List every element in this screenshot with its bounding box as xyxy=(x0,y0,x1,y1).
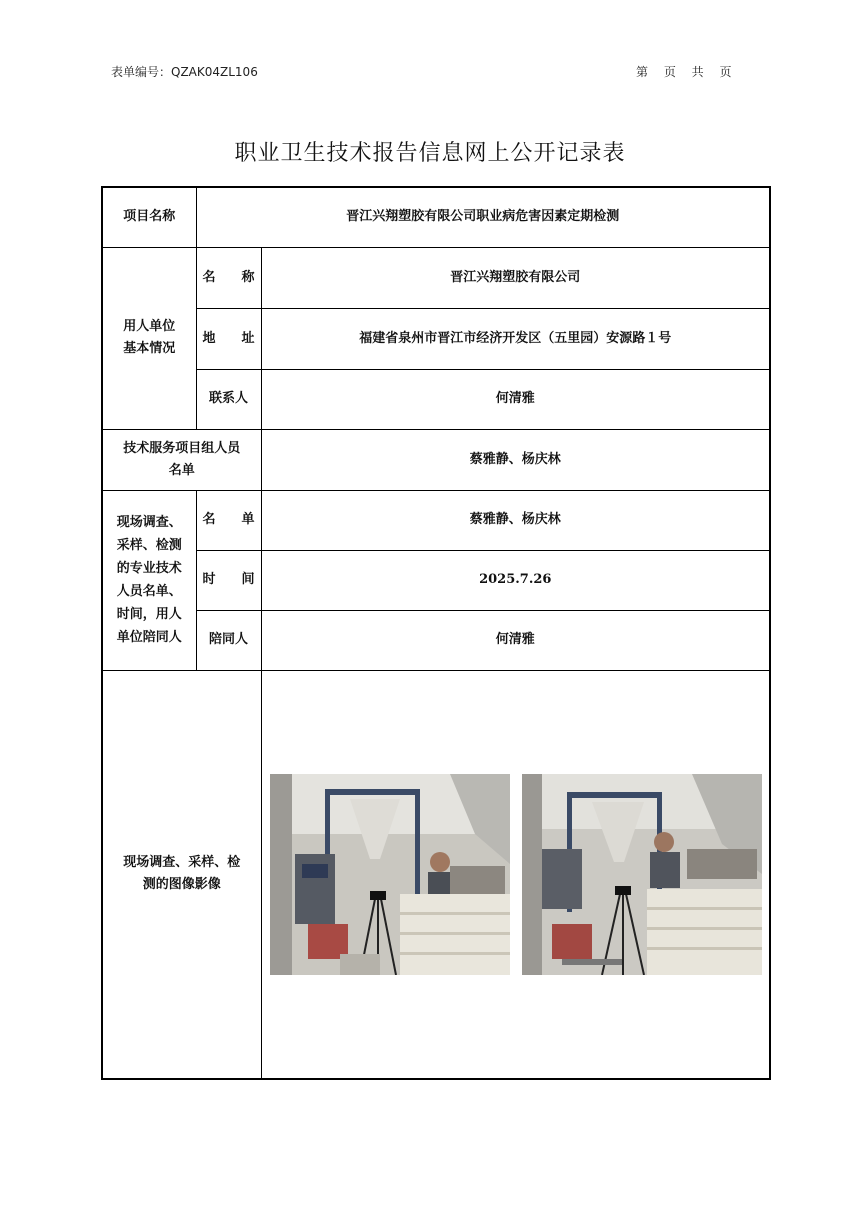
team-label-line2: 名单 xyxy=(168,462,195,478)
employer-address-label xyxy=(196,308,261,369)
images-label-line1: 现场调查、采样、检 xyxy=(123,855,241,871)
page-info: 第 页 共 页 xyxy=(636,65,732,79)
survey-names-label-char2: 单 xyxy=(241,512,255,527)
survey-time-label-char2: 间 xyxy=(241,572,255,587)
team-label-line1: 技术服务项目组人员 xyxy=(123,440,241,456)
site-photo-2 xyxy=(522,774,762,975)
survey-time-label-char1: 时 xyxy=(202,572,216,587)
images-label xyxy=(102,670,261,1079)
record-table xyxy=(101,186,771,1080)
images-label-line2: 测的图像影像 xyxy=(142,877,221,893)
row-survey-time xyxy=(102,550,770,610)
site-photo-1-image xyxy=(270,774,510,975)
project-label: 项目名称 xyxy=(102,187,196,247)
employer-contact-value: 何清雅 xyxy=(261,369,770,429)
employer-address-label-char2: 址 xyxy=(241,330,255,346)
employer-name-label-char1: 名 xyxy=(202,269,216,285)
survey-names-label xyxy=(196,490,261,550)
row-team xyxy=(102,429,770,490)
page-title: 职业卫生技术报告信息网上公开记录表 xyxy=(234,141,626,166)
row-survey-names xyxy=(102,490,770,550)
survey-label-line6: 单位陪同人 xyxy=(116,630,182,645)
survey-names-label-char1: 名 xyxy=(202,512,216,527)
row-employer-contact xyxy=(102,369,770,429)
row-images xyxy=(102,670,770,1079)
survey-label-line4: 人员名单、 xyxy=(116,584,182,599)
employer-name-label-char2: 称 xyxy=(241,269,255,285)
row-survey-escort xyxy=(102,610,770,670)
form-number: 表单编号：QZAK04ZL106 xyxy=(111,65,258,79)
project-value: 晋江兴翔塑胶有限公司职业病危害因素定期检测 xyxy=(196,187,770,247)
row-employer-address xyxy=(102,308,770,369)
survey-time-value: 2025.7.26 xyxy=(261,550,770,610)
employer-address-label-char1: 地 xyxy=(202,330,216,346)
survey-label-line3: 的专业技术 xyxy=(116,561,182,576)
row-project xyxy=(102,187,770,247)
survey-label-line5: 时间，用人 xyxy=(116,607,182,622)
survey-label xyxy=(102,490,196,670)
survey-names-value: 蔡雅静、杨庆林 xyxy=(261,490,770,550)
employer-contact-label: 联系人 xyxy=(196,369,261,429)
photo-gallery xyxy=(262,774,770,975)
survey-time-label xyxy=(196,550,261,610)
survey-label-line2: 采样、检测 xyxy=(116,538,182,553)
site-photo-1 xyxy=(270,774,510,975)
survey-escort-label: 陪同人 xyxy=(196,610,261,670)
employer-name-value: 晋江兴翔塑胶有限公司 xyxy=(261,247,770,308)
survey-label-line1: 现场调查、 xyxy=(116,515,182,530)
site-photo-2-image xyxy=(522,774,762,975)
employer-label-line1: 用人单位 xyxy=(123,319,176,334)
team-value: 蔡雅静、杨庆林 xyxy=(261,429,770,490)
images-cell xyxy=(261,670,770,1079)
employer-name-label xyxy=(196,247,261,308)
row-employer-name xyxy=(102,247,770,308)
employer-address-value: 福建省泉州市晋江市经济开发区（五里园）安源路１号 xyxy=(261,308,770,369)
survey-escort-value: 何清雅 xyxy=(261,610,770,670)
team-label xyxy=(102,429,261,490)
employer-label-line2: 基本情况 xyxy=(123,341,176,356)
employer-label xyxy=(102,247,196,429)
